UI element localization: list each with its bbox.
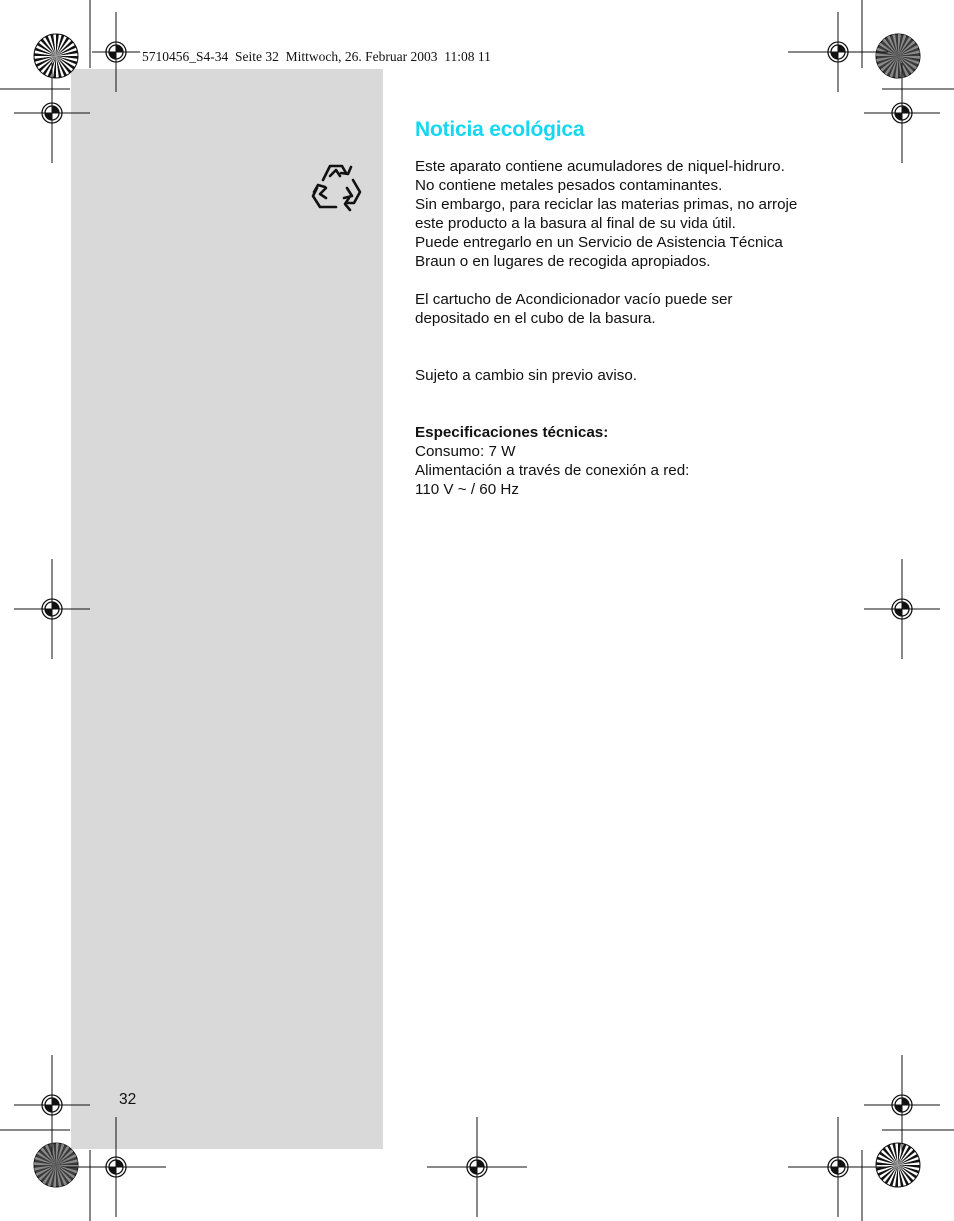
text-line: Alimentación a través de conexión a red: xyxy=(415,462,690,479)
registration-mark-icon xyxy=(14,559,90,659)
starburst-target-icon xyxy=(876,1143,920,1187)
text-line: depositado en el cubo de la basura. xyxy=(415,310,656,327)
registration-mark-icon xyxy=(66,1117,166,1217)
text-line: 110 V ~ / 60 Hz xyxy=(415,481,519,498)
starburst-target-icon xyxy=(34,1143,78,1187)
change-notice: Sujeto a cambio sin previo aviso. xyxy=(415,367,638,384)
text-line: Sin embargo, para reciclar las materias primas, no arroje xyxy=(415,196,798,213)
text-line: Braun o en lugares de recogida apropiados. xyxy=(415,253,711,270)
registration-mark-icon xyxy=(788,12,888,92)
text-line: este producto a la basura al final de su vida útil. xyxy=(415,215,736,232)
registration-mark-icon xyxy=(14,1055,90,1155)
page-number: 32 xyxy=(119,1091,137,1108)
text-line: No contiene metales pesados contaminantes. xyxy=(415,177,723,194)
registration-mark-icon xyxy=(864,63,940,163)
text-line: Este aparato contiene acumuladores de niquel-hidruro. xyxy=(415,158,785,175)
section-title: Noticia ecológica xyxy=(415,118,585,141)
registration-mark-icon xyxy=(788,1117,888,1217)
starburst-target-icon xyxy=(34,34,78,78)
text-line: Puede entregarlo en un Servicio de Asistencia Técnica xyxy=(415,234,783,251)
text-line: El cartucho de Acondicionador vacío puede ser xyxy=(415,291,733,308)
registration-mark-icon xyxy=(427,1117,527,1217)
registration-mark-icon xyxy=(864,559,940,659)
registration-mark-icon xyxy=(864,1055,940,1155)
print-slug-header: 5710456_S4-34 Seite 32 Mittwoch, 26. Februar 2003 11:08 11 xyxy=(142,49,491,64)
starburst-target-icon xyxy=(876,34,920,78)
registration-mark-icon xyxy=(14,63,90,163)
registration-mark-icon xyxy=(92,12,140,92)
text-line: Consumo: 7 W xyxy=(415,443,516,460)
specs-heading: Especificaciones técnicas: xyxy=(415,424,609,441)
